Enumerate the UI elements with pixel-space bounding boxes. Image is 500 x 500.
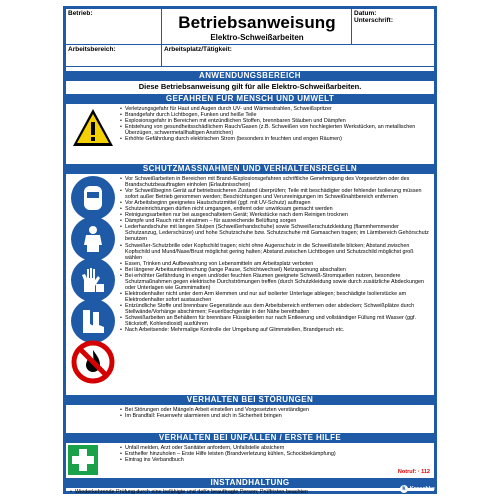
list-item: • Dämpfe und Rauch nicht einatmen – für ausreichende Belüftung sorgen (120, 218, 297, 225)
stoerungen-section (66, 406, 434, 434)
safety-boots-icon (71, 299, 115, 343)
schutz-heading: SCHUTZMASSNAHMEN UND VERHALTENSREGELN (66, 164, 434, 174)
unfaelle-heading: VERHALTEN BEI UNFÄLLEN / ERSTE HILFE (66, 433, 434, 443)
instandhaltung-section (66, 489, 434, 497)
arbeitsplatz-label: Arbeitsplatz/Tätigkeit: (164, 46, 232, 53)
unterschrift-label: Unterschrift: (354, 17, 394, 24)
list-item: • Reinigungsarbeiten nur bei ausgeschaltetem Gerät; Werkstücke nach dem Reinigen trocknen (120, 212, 348, 219)
list-item: • Ersthelfer hinzuholen – Erste Hilfe leisten (Brandverletzung kühlen, Schockbekämpfung) (120, 451, 336, 458)
betrieb-label: Betrieb: (68, 10, 93, 17)
no-open-flame-icon (71, 340, 115, 384)
schutz-section (66, 175, 434, 393)
list-item: • Vor Schweißarbeiten in Bereichen mit Brand-/Explosionsgefahren schriftliche Genehmigung des Vorgesetzten oder des Brandschutzbeauftragten einholen (Erlaubnisschein) (120, 176, 410, 189)
page-title: Betriebsanweisung (178, 13, 336, 32)
list-item: • Brandgefahr durch Lichtbogen, Funken und heiße Teile (120, 112, 257, 119)
page-subtitle: Elektro-Schweißarbeiten (210, 33, 304, 42)
header (66, 9, 434, 67)
gefahren-section (66, 105, 434, 163)
gefahren-list (120, 106, 432, 142)
list-item: • Lederhandschuhe mit langen Stulpen (Schweißerhandschuhe) sowie Schweißerschutzkleidung (flammhemmender Schutzanzug, Lederschürze) und hohe Schutzschuhe bzw. Schutzschuhe mit Gamaschen tragen; im Lärmbereich Gehörschutz benutzen (120, 224, 429, 243)
list-item: • Bei erhöhter Gefährdung in engen und/oder feuchten Räumen geeignete Schweiß-Stromquellen nutzen, besondere Schutzmaßnahmen gegen elektrische Durchströmungen treffen (durch Schutzkleidung sowie durch zusätzliche Abdeckungen oder Unterlagen wie Gummimatten) (120, 272, 424, 291)
anwendungsbereich-text: Diese Betriebsanweisung gilt für alle Elektro-Schweißarbeiten. (138, 82, 362, 91)
kroschke-logo-icon: k (400, 485, 408, 493)
first-aid-icon (68, 445, 98, 475)
instandhaltung-heading: INSTANDHALTUNG (66, 478, 434, 488)
list-item: • Vor Arbeitsbeginn geeignetes Hautschutzmittel (ggf. mit UV-Schutz) auftragen (120, 200, 311, 207)
list-item: • Elektrodenhalter nicht unter dem Arm klemmen und nur auf isolierter Unterlage ablegen; beschädigte Isolierstücke am Elektrodenhalter sofort austauschen (120, 290, 407, 303)
operating-instruction-sheet (63, 6, 437, 494)
emergency-number: Notruf: · 112 (397, 469, 430, 475)
gloves-icon (71, 258, 115, 302)
arbeitsbereich-field (66, 45, 162, 67)
list-item: • Wiederkehrende Prüfung durch eine befähigte und dafür beauftragte Person; Prüffristen beachten (70, 489, 309, 495)
arbeitsbereich-label: Arbeitsbereich: (68, 46, 116, 53)
list-item: • Schutzeinrichtungen dürfen nicht umgangen, entfernt oder unwirksam gemacht werden (120, 206, 333, 213)
brand-logo (400, 485, 435, 493)
instandhaltung-list (70, 489, 386, 495)
schutz-list (120, 176, 432, 333)
datum-label: Datum: (354, 10, 377, 17)
list-item: • Bei Störungen oder Mängeln Arbeit einstellen und Vorgesetzten verständigen (120, 407, 310, 413)
unfaelle-section (66, 444, 434, 477)
list-item: • Im Brandfall: Feuerwehr alarmieren und sich in Sicherheit bringen (120, 413, 282, 420)
warning-triangle-icon (71, 106, 115, 150)
list-item: • Entzündliche Stoffe und brennbare Gegenstände aus dem Arbeitsbereich entfernen oder abdecken; Schweißplätze durch Stellwände/Vorhänge abschirmen; Feuerlöschgeräte in der Nähe bereithalten (120, 302, 415, 316)
list-item: • Verletzungsgefahr für Haut und Augen durch UV- und Wärmestrahlen, Schweißspritzer (120, 106, 332, 112)
list-item: • Schweißer-Schutzbrille oder Kopfschild tragen; nicht ohne Augenschutz in die Schweißstelle blicken; Abstand zwischen Kopfschild und Mund/Nase/Brust möglichst gering halten; Abstand zwischen Lichtbogen und Schutzschild möglichst groß wählen (120, 242, 414, 261)
arbeitsplatz-field (162, 45, 434, 67)
list-item: • Explosionsgefahr in Bereichen mit entzündlichen Stoffen, brennbaren Stäuben und Dämpfen (120, 118, 346, 125)
datum-field (352, 9, 434, 45)
protective-clothing-icon (71, 217, 115, 261)
list-item: • Nach Arbeitsende: Mehrmalige Kontrolle der Umgebung auf Glimmstellen, Brandgeruch etc. (120, 327, 345, 334)
list-item: • Unfall melden, Arzt oder Sanitäter anfordern, Unfallstelle absichern (120, 445, 285, 451)
list-item: • Bei längerer Arbeitsunterbrechung (lange Pause, Schichtwechsel) Netzspannung abschalten (120, 266, 346, 273)
list-item: • Entstehung von gesundheitsschädlichem Rauch/Gasen (z.B. Schweißen von hochlegierten Werkstücken, an metallischen Überzügen, schwermetallhaltigen Anstrichen) (120, 124, 416, 137)
list-item: • Eintrag ins Verbandbuch (120, 457, 184, 464)
stoerungen-heading: VERHALTEN BEI STÖRUNGEN (66, 395, 434, 405)
betrieb-field (66, 9, 162, 45)
unfaelle-list (120, 445, 432, 463)
list-item: • Erhöhte Gefährdung durch elektrischen Strom (besonders in feuchten und engen Räumen) (120, 136, 342, 143)
stoerungen-list (120, 407, 432, 419)
list-item: • Essen, Trinken und Aufbewahrung von Lebensmitteln am Arbeitsplatz verboten (120, 260, 314, 267)
gefahren-heading: GEFAHREN FÜR MENSCH UND UMWELT (66, 94, 434, 104)
list-item: • Vor Schweißbeginn Gerät auf betriebssicheren Zustand überprüfen; Teile mit beschädigter oder fehlender Isolierung müssen sofort außer Betrieb genommen werden; Beschichtungen und Verunreinigungen im Schweißnahtbereich entfernen (120, 188, 422, 201)
list-item: • Schweißarbeiten an Behältern für brennbare Flüssigkeiten nur nach Entleerung und vollständiger Füllung mit Wasser (ggf. Stickstoff, Kohlendioxid) ausführen (120, 315, 417, 328)
face-shield-icon (71, 176, 115, 220)
anwendungsbereich-heading: ANWENDUNGSBEREICH (66, 71, 434, 81)
brand-logo-text: Kroschke (409, 486, 435, 492)
